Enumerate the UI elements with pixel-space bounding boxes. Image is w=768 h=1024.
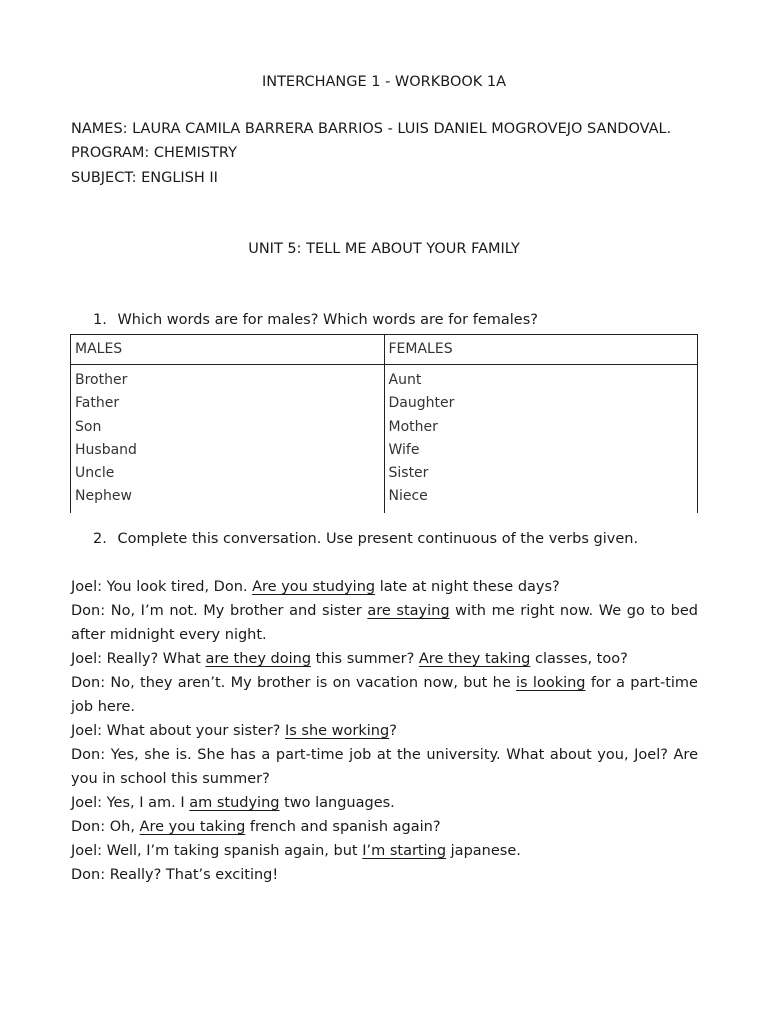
male-word: Son	[71, 416, 385, 439]
answer-blank: Is she working	[284, 723, 390, 739]
answer-blank: am studying	[189, 795, 280, 811]
gender-words-table	[70, 334, 698, 513]
answer-blank: are staying	[367, 603, 450, 619]
names-line: NAMES: LAURA CAMILA BARRERA BARRIOS - LUIS DANIEL MOGROVEJO SANDOVAL.	[71, 121, 672, 137]
female-word: Daughter	[384, 392, 698, 415]
dialogue-text: Joel: Well, I’m taking spanish again, but	[71, 843, 363, 859]
document-title: INTERCHANGE 1 - WORKBOOK 1A	[261, 74, 507, 90]
answer-blank: I’m starting	[362, 843, 447, 859]
dialogue-text: Don: Yes, she is. She has a part-time job at the university. What about you, Joel? Are you in school this summer?	[71, 747, 698, 787]
dialogue-line	[71, 647, 698, 671]
male-word: Brother	[71, 365, 385, 393]
males-header: MALES	[71, 335, 385, 365]
male-word: Husband	[71, 439, 385, 462]
dialogue-line	[71, 743, 698, 791]
females-header: FEMALES	[384, 335, 698, 365]
dialogue-text: late at night these days?	[375, 579, 560, 595]
table-row	[71, 462, 698, 485]
table-row	[71, 392, 698, 415]
subject-line: SUBJECT: ENGLISH II	[71, 170, 218, 186]
dialogue-text: Joel: You look tired, Don.	[71, 579, 253, 595]
female-word: Mother	[384, 416, 698, 439]
female-word: Aunt	[384, 365, 698, 393]
dialogue-text: with me right now. We go to bed after midnight every night.	[71, 603, 698, 643]
answer-blank: Are you studying	[252, 579, 376, 595]
conversation	[71, 575, 698, 887]
exercise-1-prompt	[93, 312, 538, 328]
dialogue-text: Don: No, I’m not. My brother and sister	[71, 603, 368, 619]
table-row	[71, 485, 698, 512]
dialogue-text: japanese.	[446, 843, 521, 859]
exercise-1-text: Which words are for males? Which words are for females?	[117, 312, 538, 328]
program-line: PROGRAM: CHEMISTRY	[71, 145, 237, 161]
exercise-2-prompt	[93, 531, 638, 547]
dialogue-line	[71, 863, 698, 887]
dialogue-text: Don: No, they aren’t. My brother is on vacation now, but he	[71, 675, 517, 691]
answer-blank: are they doing	[205, 651, 312, 667]
female-word: Wife	[384, 439, 698, 462]
dialogue-line	[71, 839, 698, 863]
table-row	[71, 439, 698, 462]
table-row	[71, 416, 698, 439]
answer-blank: is looking	[516, 675, 586, 691]
dialogue-line	[71, 791, 698, 815]
exercise-2-text: Complete this conversation. Use present continuous of the verbs given.	[117, 531, 639, 547]
dialogue-text: Joel: Yes, I am. I	[71, 795, 190, 811]
unit-title: UNIT 5: TELL ME ABOUT YOUR FAMILY	[248, 241, 520, 257]
male-word: Father	[71, 392, 385, 415]
dialogue-text: french and spanish again?	[245, 819, 441, 835]
male-word: Nephew	[71, 485, 385, 512]
answer-blank: Are they taking	[418, 651, 531, 667]
female-word: Sister	[384, 462, 698, 485]
female-word: Niece	[384, 485, 698, 512]
dialogue-text: Don: Oh,	[71, 819, 140, 835]
dialogue-text: Joel: Really? What	[71, 651, 206, 667]
dialogue-text: ?	[389, 723, 397, 739]
table-row	[71, 365, 698, 393]
exercise-1-number: 1.	[93, 312, 107, 328]
dialogue-line	[71, 575, 698, 599]
dialogue-text: for a part-time job here.	[71, 675, 698, 715]
dialogue-text: Don: Really? That’s exciting!	[71, 867, 279, 883]
dialogue-line	[71, 599, 698, 647]
dialogue-line	[71, 815, 698, 839]
dialogue-text: two languages.	[279, 795, 395, 811]
dialogue-text: classes, too?	[530, 651, 628, 667]
exercise-2-number: 2.	[93, 531, 107, 547]
dialogue-text: Joel: What about your sister?	[71, 723, 285, 739]
dialogue-line	[71, 719, 698, 743]
dialogue-line	[71, 671, 698, 719]
dialogue-text: this summer?	[311, 651, 419, 667]
answer-blank: Are you taking	[139, 819, 246, 835]
male-word: Uncle	[71, 462, 385, 485]
